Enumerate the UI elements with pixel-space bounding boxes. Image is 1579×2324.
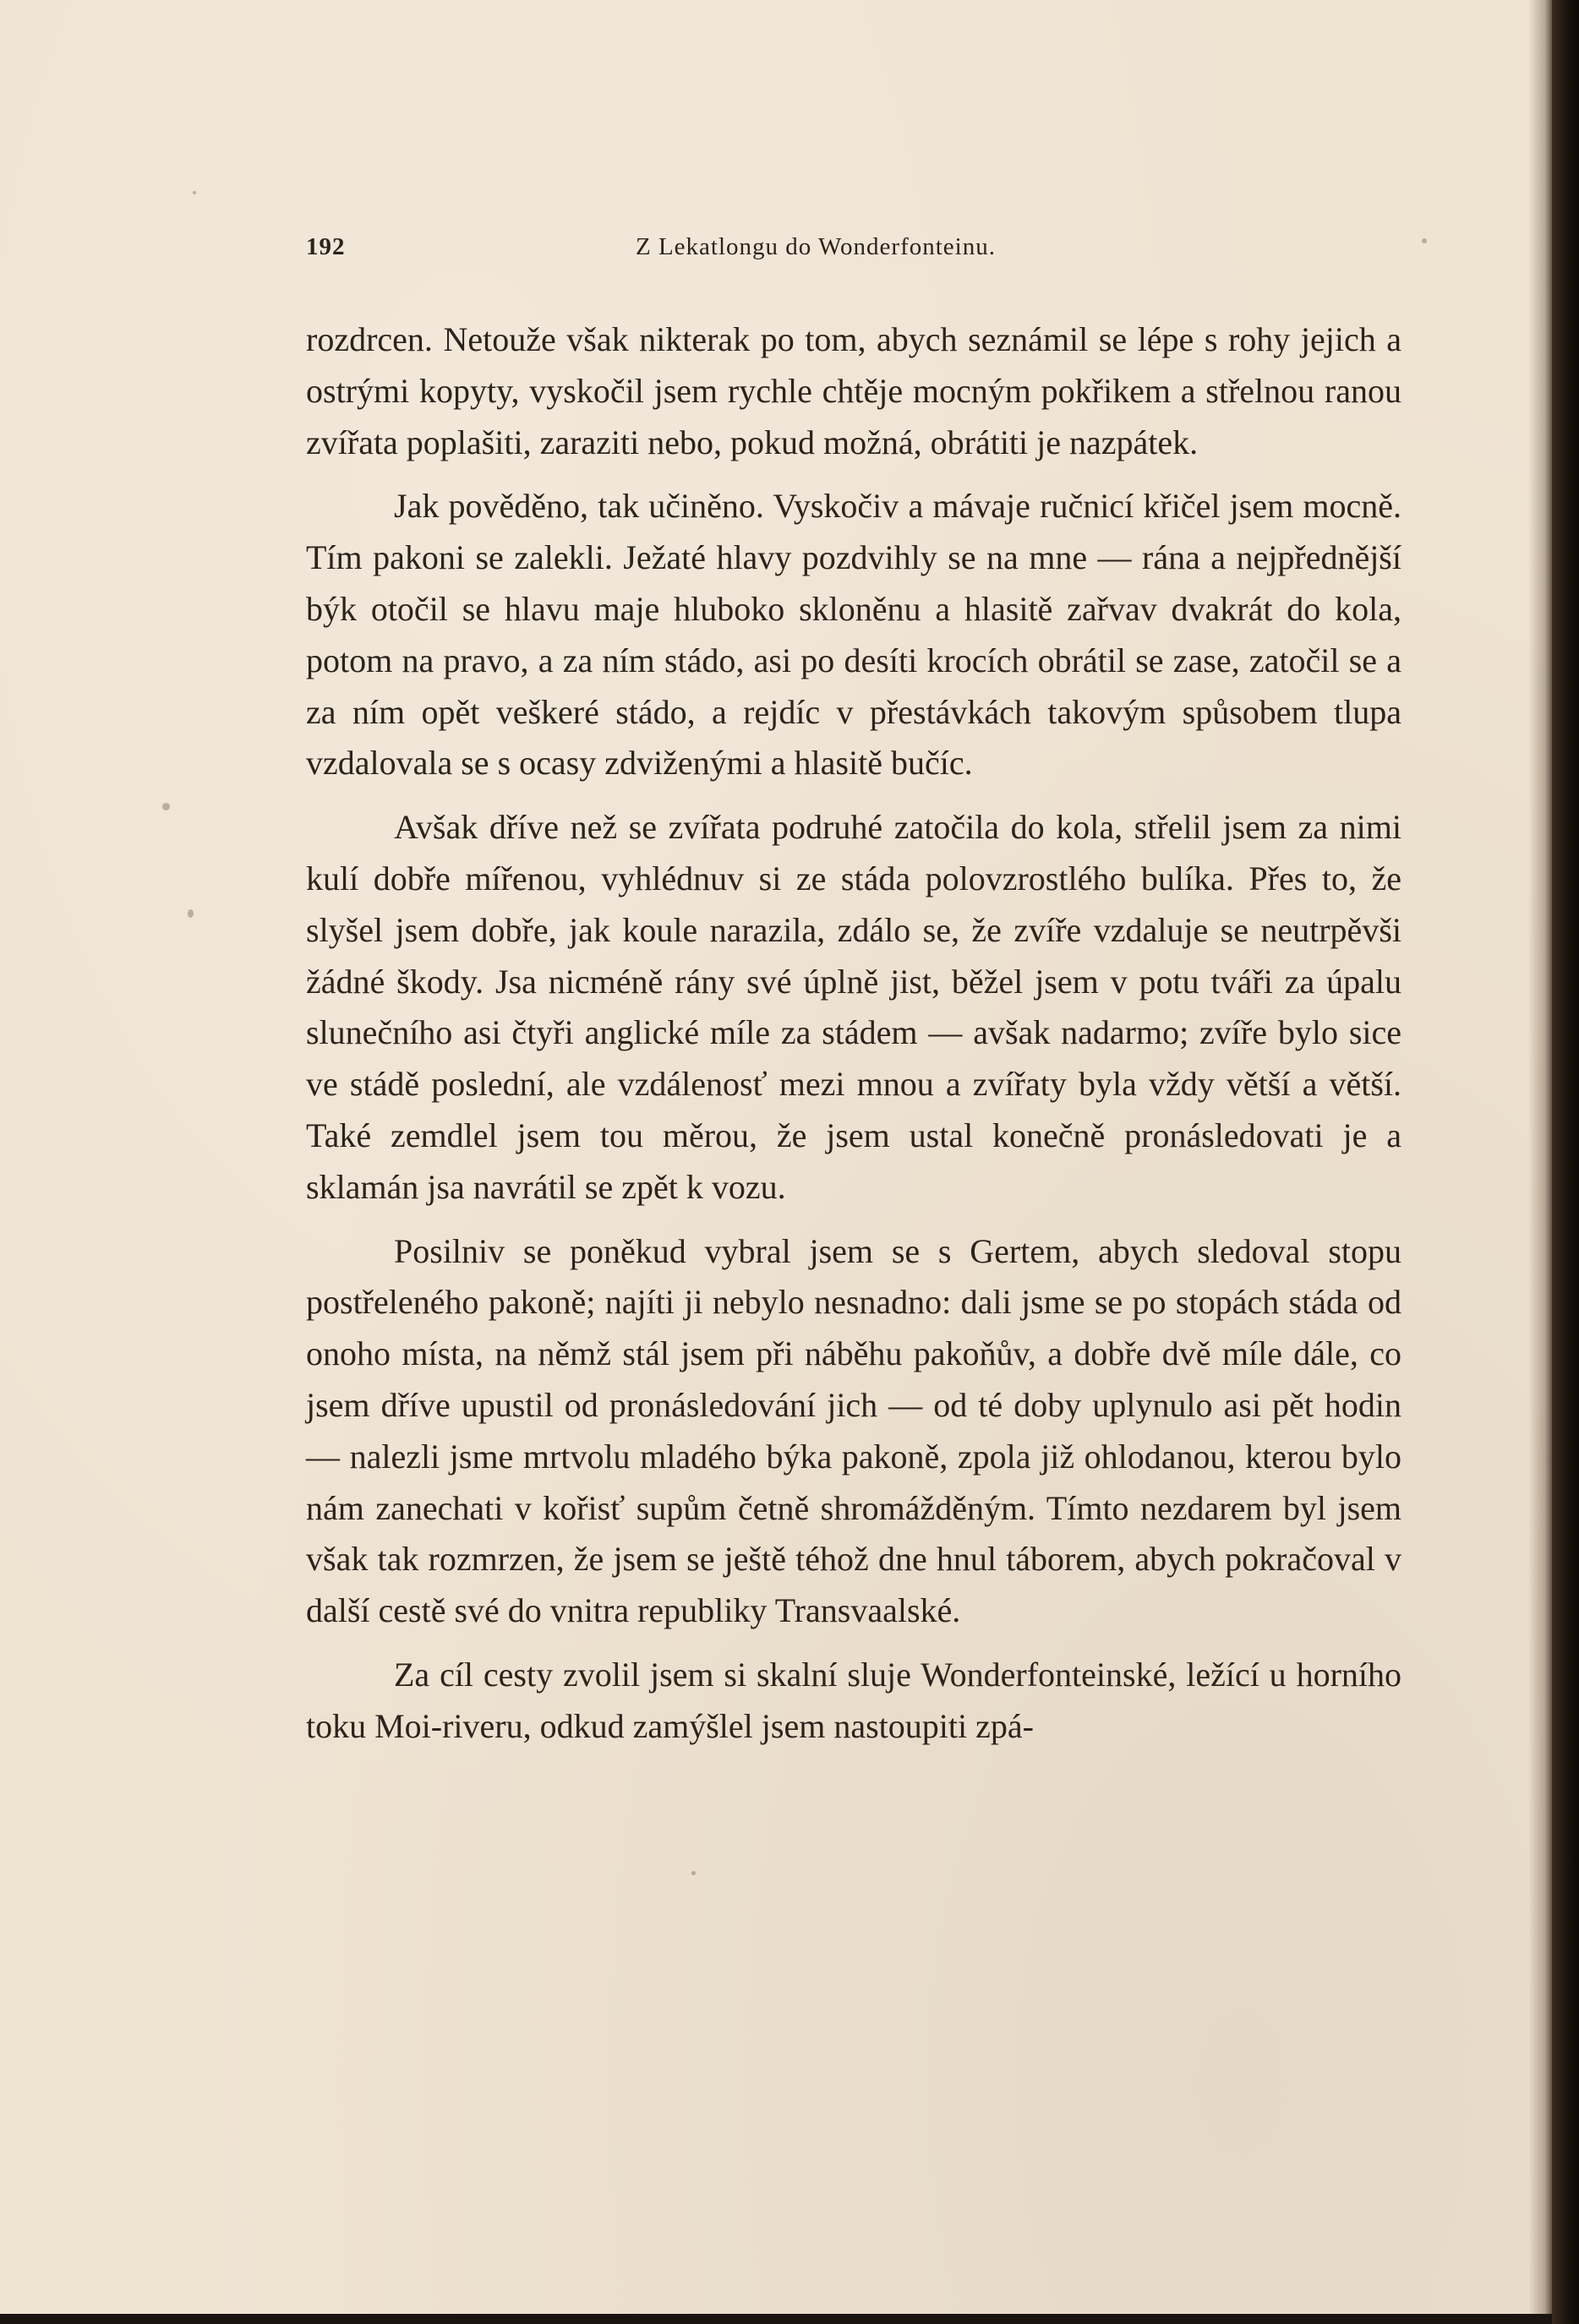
- paper-speck: [1422, 238, 1427, 243]
- paragraph-5: Za cíl cesty zvolil jsem si skalní sluje Wonderfonteinské, ležící u horního toku Moi-riveru, odkud zamýšlel jsem nastoupiti zpá-: [306, 1655, 1401, 1745]
- paper-speck: [193, 191, 196, 194]
- paper-speck: [691, 1871, 696, 1875]
- paragraph-2: Jak pověděno, tak učiněno. Vyskočiv a mávaje ručnicí křičel jsem mocně. Tím pakoni se zalekli. Ježaté hlavy pozdvihly se na mne — rána a nejpřednější býk otočil se hlavu maje hluboko skloněnu a hlasitě zařvav dvakrát do kola, potom na pravo, a za ním stádo, asi po desíti krocích obrátil se zase, zatočil se a za ním opět veškeré stádo, a rejdíc v přestávkách takovým spůsobem tlupa vzdalovala se s ocasy zdviženými a hlasitě bučíc.: [306, 487, 1401, 783]
- paragraph-3: Avšak dříve než se zvířata podruhé zatočila do kola, střelil jsem za nimi kulí dobře mířenou, vyhlédnuv si ze stáda polovzrostlého bulíka. Přes to, že slyšel jsem dobře, jak koule narazila, zdálo se, že zvíře vzdaluje se neutrpěvši žádné škody. Jsa nicméně rány své úplně jist, běžel jsem v potu tváři za úpalu slunečního asi čtyři anglické míle za stádem — avšak nadarmo; zvíře bylo sice ve stádě poslední, ale vzdálenosť mezi mnou a zvířaty byla vždy větší a větší. Také zemdlel jsem tou měrou, že jsem ustal konečně pronásledovati je a sklamán jsa navrátil se zpět k vozu.: [306, 808, 1401, 1206]
- running-title: Z Lekatlongu do Wonderfonteinu.: [636, 233, 996, 260]
- paper-speck: [162, 803, 170, 810]
- paper-speck: [188, 909, 194, 918]
- book-spine: [1552, 0, 1579, 2324]
- paragraph-1: rozdrcen. Netouže však nikterak po tom, abych seznámil se lépe s rohy jejich a ostrými kopyty, vyskočil jsem rychle chtěje mocným pokřikem a střelnou ranou zvířata poplašiti, zaraziti nebo, pokud možná, obrátiti je nazpátek.: [306, 320, 1401, 461]
- running-head: [306, 233, 1405, 267]
- body-text: [306, 314, 1401, 1753]
- page-number: 192: [306, 233, 346, 260]
- paragraph-4: Posilniv se poněkud vybral jsem se s Gertem, abych sledoval stopu postřeleného pakoně; najíti ji nebylo nesnadno: dali jsme se po stopách stáda od onoho místa, na němž stál jsem při náběhu pakoňův, a dobře dvě míle dále, co jsem dříve upustil od pronásledování jich — od té doby uplynulo asi pět hodin — nalezli jsme mrtvolu mladého býka pakoně, zpola již ohlodanou, kterou bylo nám zanechati v kořisť supům četně shromážděným. Tímto nezdarem byl jsem však tak rozmrzen, že jsem se ještě téhož dne hnul táborem, abych pokračoval v další cestě své do vnitra republiky Transvaalské.: [306, 1231, 1401, 1630]
- binding-shadow: [1528, 0, 1552, 2314]
